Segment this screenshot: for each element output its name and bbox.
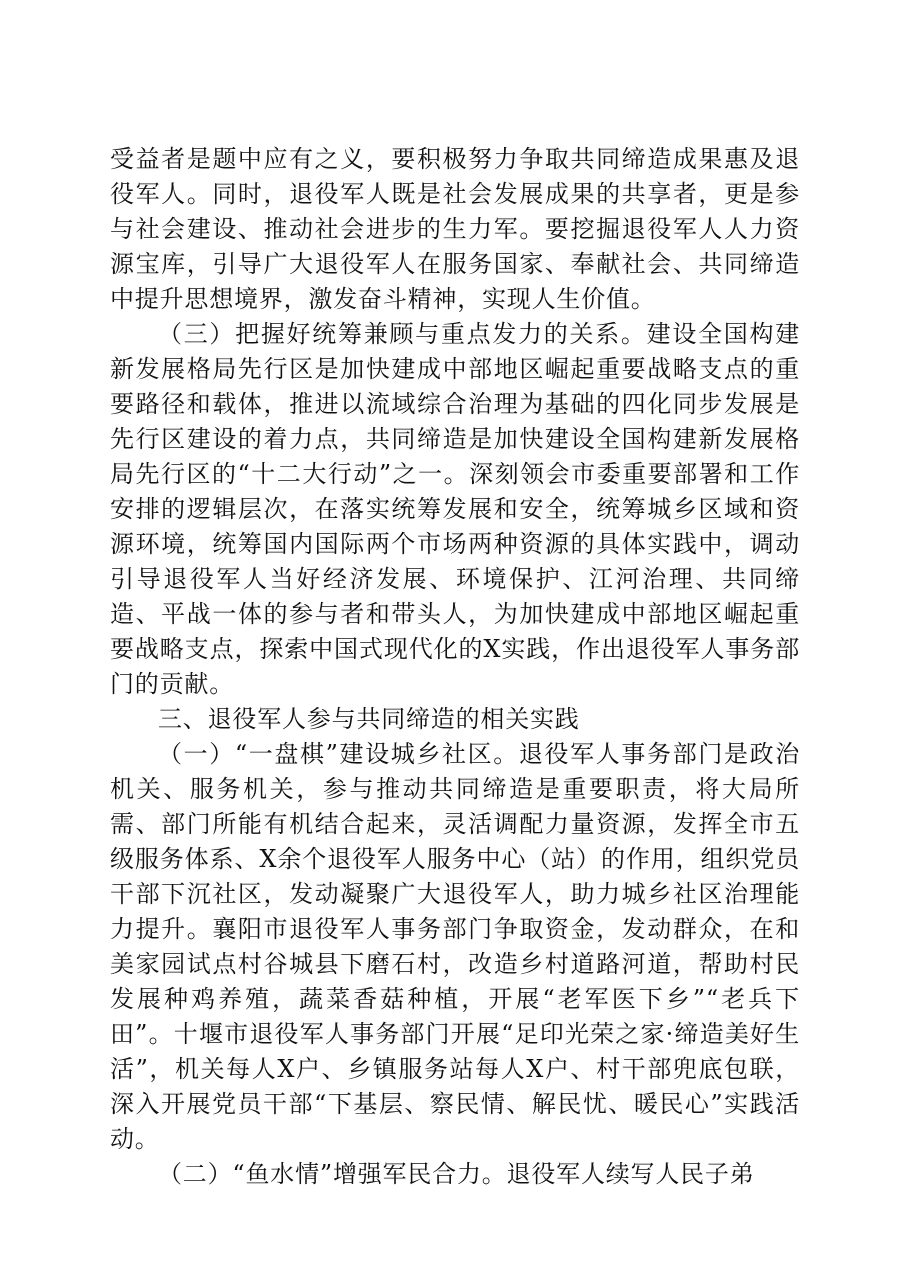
paragraph-section-three-relationship: （三）把握好统筹兼顾与重点发力的关系。建设全国构建新发展格局先行区是加快建成中部地区崛起重要战略支点的重要路径和载体，推进以流域综合治理为基础的四化同步发展是先行区建设的着力点，共同缔造是加快建设全国构建新发展格局先行区的“十二大行动”之一。深刻领会市委重要部署和工作安排的逻辑层次，在落实统筹发展和安全，统筹城乡区域和资源环境，统筹国内国际两个市场两种资源的具体实践中，调动引导退役军人当好经济发展、环境保护、江河治理、共同缔造、平战一体的参与者和带头人，为加快建成中部地区崛起重要战略支点，探索中国式现代化的X实践，作出退役军人事务部门的贡献。 bbox=[110, 320, 800, 698]
section-heading-practice: 三、退役军人参与共同缔造的相关实践 bbox=[158, 705, 580, 733]
paragraph-continuation: 受益者是题中应有之义，要积极努力争取共同缔造成果惠及退役军人。同时，退役军人既是社会发展成果的共享者，更是参与社会建设、推动社会进步的生力军。要挖掘退役军人人力资源宝库，引导广大退役军人在服务国家、奉献社会、共同缔造中提升思想境界，激发奋斗精神，实现人生价值。 bbox=[110, 145, 800, 313]
paragraph-military-civilian: （二）“鱼水情”增强军民合力。退役军人续写人民子弟 bbox=[158, 1160, 755, 1188]
paragraph-community-building: （一）“一盘棋”建设城乡社区。退役军人事务部门是政治机关、服务机关，参与推动共同缔造是重要职责，将大局所需、部门所能有机结合起来，灵活调配力量资源，发挥全市五级服务体系、X余个退役军人服务中心（站）的作用，组织党员干部下沉社区，发动凝聚广大退役军人，助力城乡社区治理能力提升。襄阳市退役军人事务部门争取资金，发动群众，在和美家园试点村谷城县下磨石村，改造乡村道路河道，帮助村民发展种鸡养殖，蔬菜香菇种植，开展“老军医下乡”“老兵下田”。十堰市退役军人事务部门开展“足印光荣之家·缔造美好生活”，机关每人X户、乡镇服务站每人X户、村干部兜底包联，深入开展党员干部“下基层、察民情、解民忧、暖民心”实践活动。 bbox=[110, 740, 800, 1153]
document-body bbox=[110, 142, 800, 1192]
